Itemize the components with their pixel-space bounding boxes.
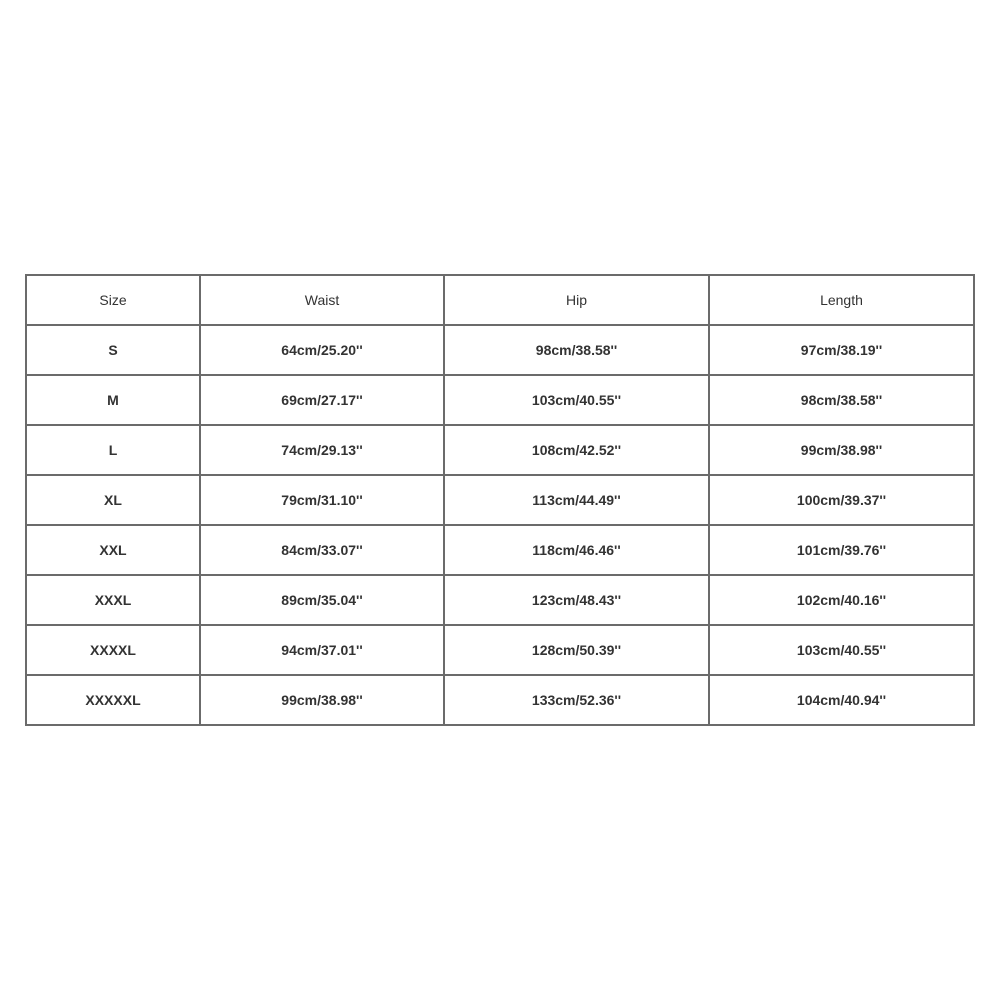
- cell-waist: 79cm/31.10'': [200, 475, 444, 525]
- header-length: Length: [709, 275, 974, 325]
- table-body: [26, 325, 974, 725]
- cell-length: 103cm/40.55'': [709, 625, 974, 675]
- cell-hip: 113cm/44.49'': [444, 475, 709, 525]
- cell-hip: 133cm/52.36'': [444, 675, 709, 725]
- cell-length: 102cm/40.16'': [709, 575, 974, 625]
- cell-size: M: [26, 375, 200, 425]
- cell-hip: 118cm/46.46'': [444, 525, 709, 575]
- cell-length: 97cm/38.19'': [709, 325, 974, 375]
- cell-size: XXXL: [26, 575, 200, 625]
- cell-size: L: [26, 425, 200, 475]
- cell-waist: 89cm/35.04'': [200, 575, 444, 625]
- cell-waist: 84cm/33.07'': [200, 525, 444, 575]
- table-row: [26, 375, 974, 425]
- table-row: [26, 625, 974, 675]
- table-row: [26, 425, 974, 475]
- cell-waist: 99cm/38.98'': [200, 675, 444, 725]
- header-waist: Waist: [200, 275, 444, 325]
- cell-waist: 74cm/29.13'': [200, 425, 444, 475]
- cell-size: XXXXXL: [26, 675, 200, 725]
- header-hip: Hip: [444, 275, 709, 325]
- cell-hip: 128cm/50.39'': [444, 625, 709, 675]
- cell-size: S: [26, 325, 200, 375]
- cell-waist: 94cm/37.01'': [200, 625, 444, 675]
- header-size: Size: [26, 275, 200, 325]
- cell-length: 104cm/40.94'': [709, 675, 974, 725]
- cell-hip: 103cm/40.55'': [444, 375, 709, 425]
- cell-length: 99cm/38.98'': [709, 425, 974, 475]
- cell-length: 98cm/38.58'': [709, 375, 974, 425]
- cell-hip: 123cm/48.43'': [444, 575, 709, 625]
- header-row: [26, 275, 974, 325]
- cell-size: XXXXL: [26, 625, 200, 675]
- size-chart-table: [25, 274, 975, 726]
- cell-hip: 108cm/42.52'': [444, 425, 709, 475]
- cell-size: XXL: [26, 525, 200, 575]
- table-row: [26, 675, 974, 725]
- table-row: [26, 325, 974, 375]
- cell-waist: 64cm/25.20'': [200, 325, 444, 375]
- table-row: [26, 475, 974, 525]
- cell-length: 100cm/39.37'': [709, 475, 974, 525]
- cell-hip: 98cm/38.58'': [444, 325, 709, 375]
- cell-size: XL: [26, 475, 200, 525]
- cell-length: 101cm/39.76'': [709, 525, 974, 575]
- table-row: [26, 575, 974, 625]
- cell-waist: 69cm/27.17'': [200, 375, 444, 425]
- table-row: [26, 525, 974, 575]
- table-header: [26, 275, 974, 325]
